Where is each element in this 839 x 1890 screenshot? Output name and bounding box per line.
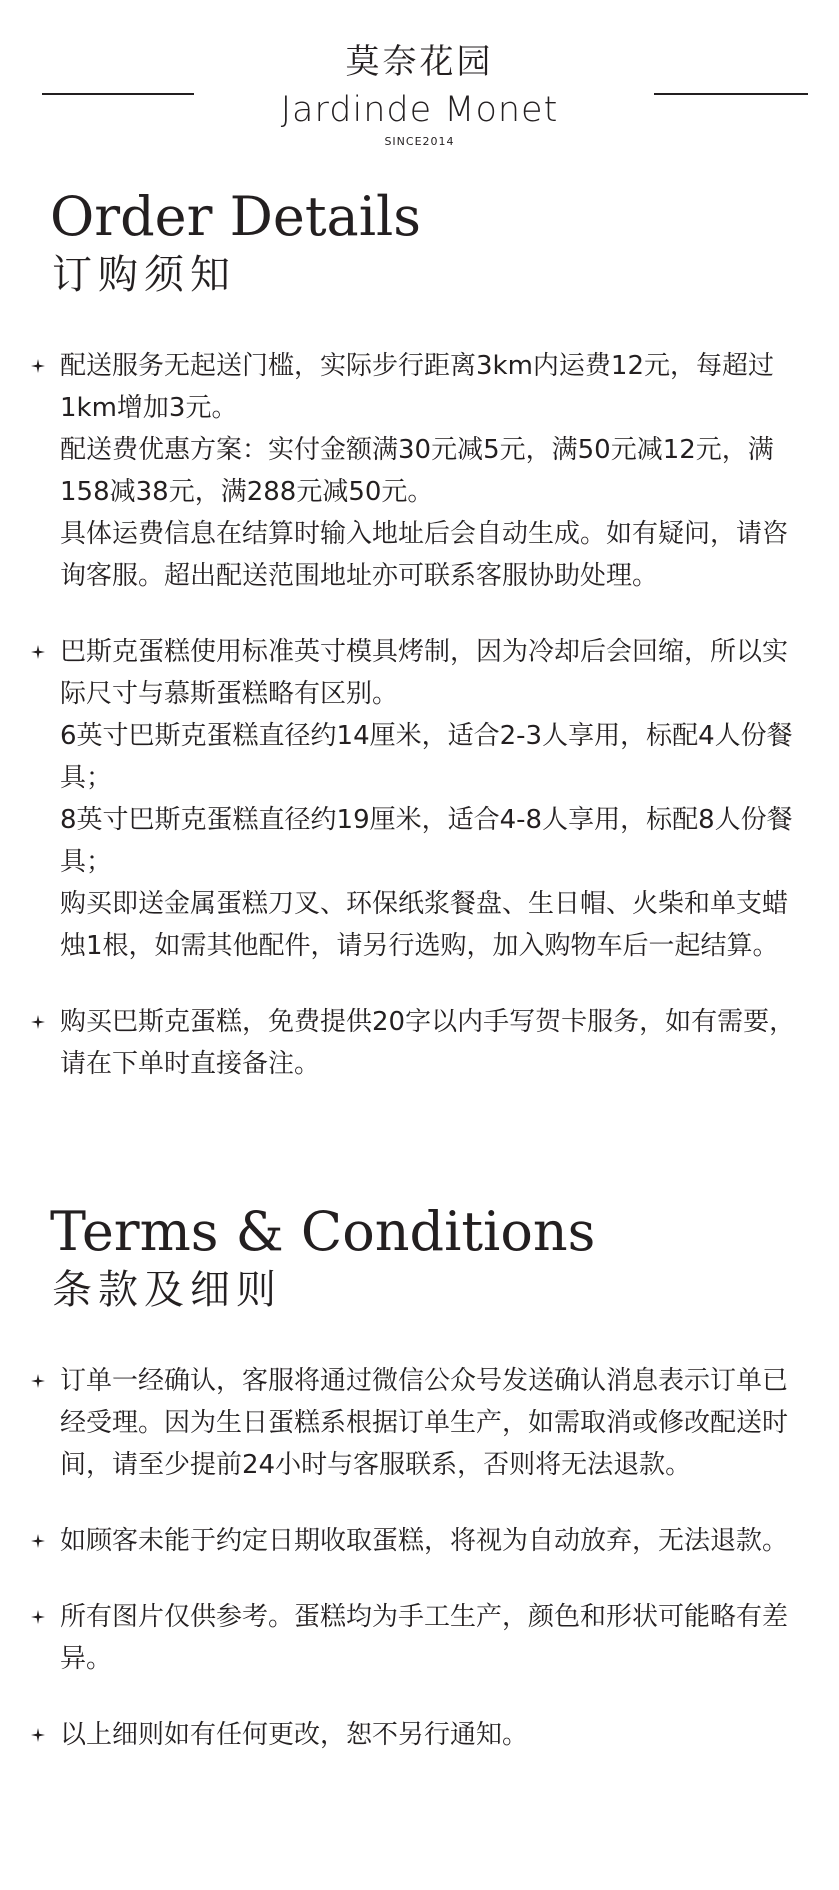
- item-paragraph: 6英寸巴斯克蛋糕直径约14厘米，适合2-3人享用，标配4人份餐具；: [60, 721, 793, 793]
- four-point-star-icon: [28, 1596, 48, 1638]
- brand-name-cn: 莫奈花园: [345, 42, 494, 82]
- terms-section: [0, 1200, 839, 1756]
- terms-title-cn: 条款及细则: [52, 1267, 282, 1313]
- item-paragraph: 8英寸巴斯克蛋糕直径约19厘米，适合4-8人享用，标配8人份餐具；: [60, 805, 793, 877]
- item-paragraph: 如顾客未能于约定日期收取蛋糕，将视为自动放弃，无法退款。: [60, 1526, 789, 1556]
- list-item: [0, 1360, 839, 1486]
- order-details-list: [0, 345, 839, 1085]
- list-item: [0, 1001, 839, 1085]
- terms-list: [0, 1360, 839, 1756]
- four-point-star-icon: [28, 631, 48, 673]
- item-paragraph: 订单一经确认，客服将通过微信公众号发送确认消息表示订单已经受理。因为生日蛋糕系根据订单生产，如需取消或修改配送时间，请至少提前24小时与客服联系，否则将无法退款。: [60, 1366, 789, 1480]
- four-point-star-icon: [28, 1520, 48, 1562]
- item-paragraph: 购买即送金属蛋糕刀叉、环保纸浆餐盘、生日帽、火柴和单支蜡烛1根，如需其他配件，请另行选购，加入购物车后一起结算。: [60, 889, 789, 961]
- four-point-star-icon: [28, 1001, 48, 1043]
- list-item: [0, 1596, 839, 1680]
- order-details-section: [0, 185, 839, 1085]
- brand-header: [0, 0, 839, 160]
- item-paragraph: 配送服务无起送门槛，实际步行距离3km内运费12元，每超过1km增加3元。: [60, 351, 775, 423]
- item-paragraph: 配送费优惠方案：实付金额满30元减5元，满50元减12元，满158减38元，满288元减50元。: [60, 435, 774, 507]
- item-paragraph: 具体运费信息在结算时输入地址后会自动生成。如有疑问，请咨询客服。超出配送范围地址亦可联系客服协助处理。: [60, 519, 789, 591]
- four-point-star-icon: [28, 345, 48, 387]
- four-point-star-icon: [28, 1360, 48, 1402]
- order-details-title-cn: 订购须知: [52, 252, 236, 298]
- list-item: [0, 345, 839, 597]
- list-item: [0, 1714, 839, 1756]
- item-paragraph: 所有图片仅供参考。蛋糕均为手工生产，颜色和形状可能略有差异。: [60, 1602, 789, 1674]
- list-item: [0, 631, 839, 967]
- item-paragraph: 以上细则如有任何更改，恕不另行通知。: [60, 1720, 529, 1750]
- brand-name-en: Jardinde Monet: [280, 90, 559, 130]
- order-details-title-en: Order Details: [50, 185, 421, 248]
- item-paragraph: 购买巴斯克蛋糕，免费提供20字以内手写贺卡服务，如有需要，请在下单时直接备注。: [60, 1007, 796, 1079]
- list-item: [0, 1520, 839, 1562]
- brand-since: SINCE2014: [384, 135, 455, 148]
- item-paragraph: 巴斯克蛋糕使用标准英寸模具烤制，因为冷却后会回缩，所以实际尺寸与慕斯蛋糕略有区别。: [60, 637, 789, 709]
- four-point-star-icon: [28, 1714, 48, 1756]
- terms-title-en: Terms & Conditions: [50, 1200, 596, 1263]
